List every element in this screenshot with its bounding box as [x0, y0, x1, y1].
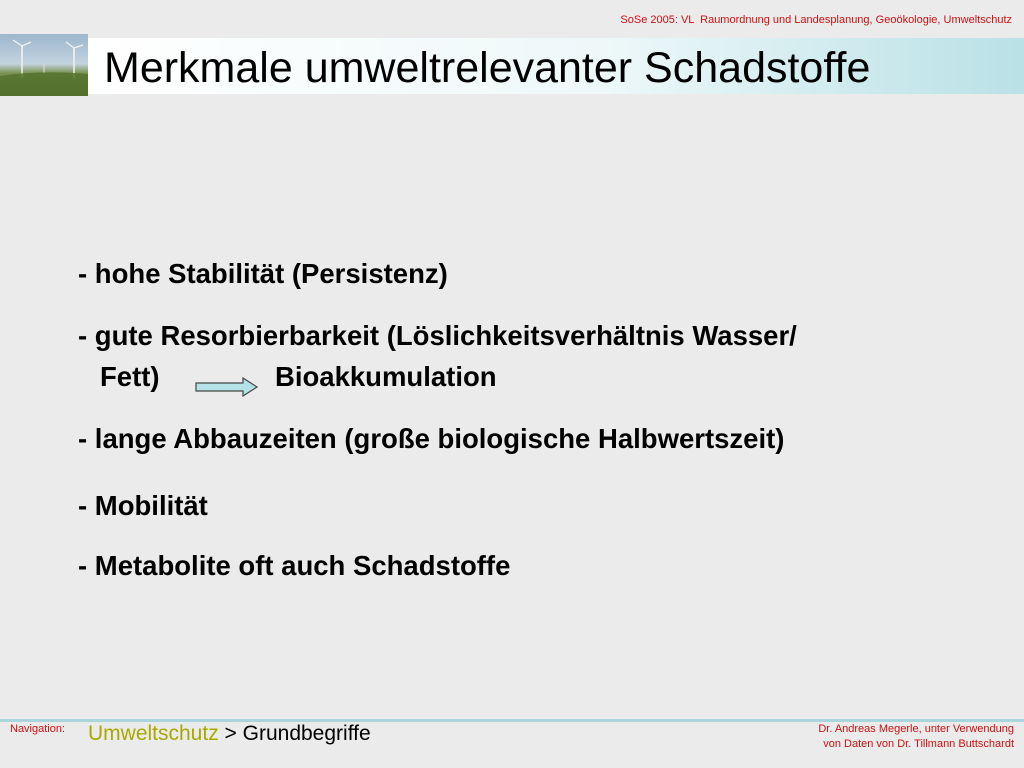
page-title: Merkmale umweltrelevanter Schadstoffe [104, 44, 871, 92]
course-header: SoSe 2005: VL Raumordnung und Landesplanung, Geoökologie, Umweltschutz [620, 14, 1012, 26]
credit-line-1: Dr. Andreas Megerle, unter Verwendung [818, 723, 1014, 735]
breadcrumb-current: Grundbegriffe [242, 722, 371, 745]
wind-turbine-landscape-image [0, 34, 88, 96]
bullet-mobility: - Mobilität [78, 490, 208, 521]
bullet-resorption-fat: Fett) [100, 361, 160, 392]
bullet-bioaccumulation: Bioakkumulation [275, 361, 497, 392]
nav-label: Navigation: [10, 723, 66, 735]
breadcrumb-separator: > [218, 722, 243, 745]
breadcrumb [88, 722, 371, 746]
bullet-persistence: - hohe Stabilität (Persistenz) [78, 258, 448, 289]
bullet-degradation: - lange Abbauzeiten (große biologische Halbwertszeit) [78, 423, 785, 454]
arrow-right-icon [195, 368, 259, 408]
bullet-metabolites: - Metabolite oft auch Schadstoffe [78, 550, 511, 581]
bullet-resorption: - gute Resorbierbarkeit (Löslichkeitsverhältnis Wasser/ [78, 320, 797, 351]
credit-line-2: von Daten von Dr. Tillmann Buttschardt [823, 738, 1014, 750]
breadcrumb-link-umweltschutz[interactable]: Umweltschutz [88, 722, 219, 745]
credit-text [818, 722, 1014, 752]
wind-turbine-icon [0, 34, 88, 96]
